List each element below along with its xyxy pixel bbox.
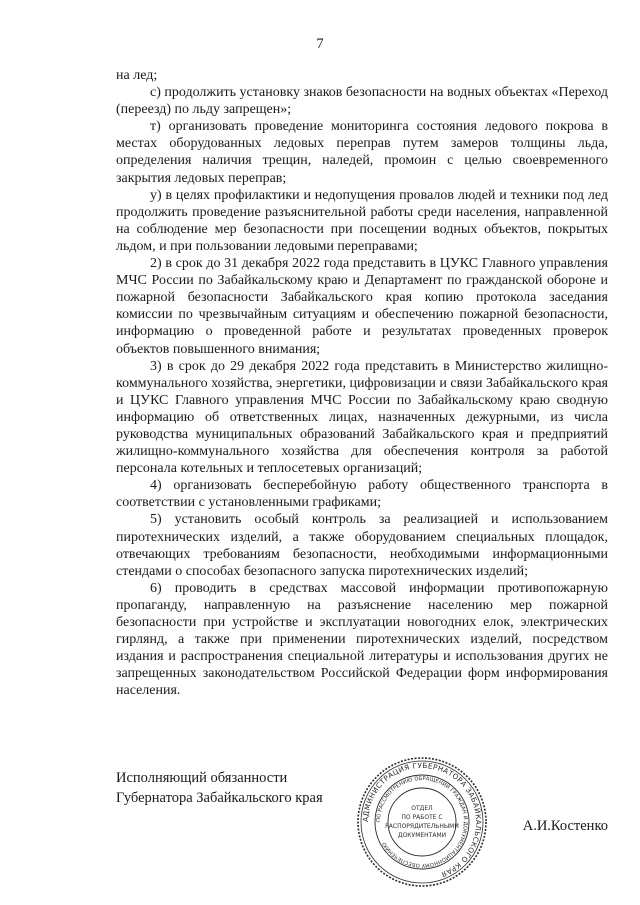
paragraph-item-4: 4) организовать бесперебойную работу общественного транспорта в соответствии с установленными графиками;	[116, 478, 608, 511]
signatory-name: А.И.Костенко	[522, 818, 608, 834]
seal-center-line-4: ДОКУМЕНТАМИ	[397, 832, 447, 839]
seal-center-text	[385, 805, 459, 839]
seal-center-line-2: ПО РАБОТЕ С	[401, 814, 443, 821]
signatory-title-line2: Губернатора Забайкальского края	[116, 790, 323, 806]
paragraph-item-2: 2) в срок до 31 декабря 2022 года представить в ЦУКС Главного управления МЧС России по Забайкальскому краю и Департамент по гражданской обороне и пожарной безопасности Забайкальского края копию протокола заседания комиссии по чрезвычайным ситуациям и обеспечению пожарной безопасности, информацию о проведенной работе и результатах проведенных проверок объектов повышенного внимания;	[116, 256, 608, 357]
signatory-title-line1: Исполняющий обязанности	[116, 770, 288, 786]
paragraph-item-t: т) организовать проведение мониторинга состояния ледового покрова в местах оборудованных ледовых переправ путем замеров толщины льда, определения наличия трещин, наледей, промоин с целью своевременного закрытия ледовых переправ;	[116, 119, 608, 186]
page-number: 7	[316, 36, 324, 52]
seal-outer-textpath: АДМИНИСТРАЦИЯ ГУБЕРНАТОРА ЗАБАЙКАЛЬСКОГО КРАЯ	[360, 760, 484, 880]
document-body	[116, 67, 608, 699]
paragraph-continuation: на лед;	[116, 68, 158, 83]
seal-inner-ring	[388, 788, 456, 856]
signatory-title	[116, 768, 323, 808]
paragraph-item-u: у) в целях профилактики и недопущения провалов людей и техники под лед продолжить проведение разъяснительной работы среди населения, направленной на соблюдение мер безопасности при посещении водных объектов, покрытых льдом, и при пользовании ледовыми переправами;	[116, 187, 608, 254]
paragraph-item-5: 5) установить особый контроль за реализацией и использованием пиротехнических изделий, а также оборудованием специальных площадок, отвечающих требованиям безопасности, необходимыми информационными стендами о способах безопасного запуска пиротехнических изделий;	[116, 512, 608, 579]
paragraph-item-s: с) продолжить установку знаков безопасности на водных объектах «Переход (переезд) по льду запрещен»;	[116, 85, 609, 118]
signature-block	[116, 760, 608, 880]
seal-inner-text	[376, 776, 468, 868]
paragraph-item-6: 6) проводить в средствах массовой информации противопожарную пропаганду, направленную на разъяснение населению мер пожарной безопасности при устройстве и эксплуатации новогодних елок, электрических гирлянд, а также при применении пиротехнических изделий, посредством издания и распространения специальной литературы и использования других не запрещенных законодательством Российской Федерации форм информирования населения.	[116, 580, 608, 699]
official-seal-stamp	[354, 754, 490, 890]
paragraph-item-3: 3) в срок до 29 декабря 2022 года представить в Министерство жилищно-коммунального хозяйства, энергетики, цифровизации и связи Забайкальского края и ЦУКС Главного управления МЧС России по Забайкальскому краю сводную информацию об ответственных лицах, назначенных дежурными, из числа руководства муниципальных образований Забайкальского края и предприятий жилищно-коммунального хозяйства для обеспечения контроля за работой персонала котельных и теплосетевых организаций;	[116, 358, 608, 477]
seal-middle-ring	[375, 775, 469, 869]
seal-center-line-1: ОТДЕЛ	[411, 805, 433, 812]
seal-center-line-3: РАСПОРЯДИТЕЛЬНЫМИ	[385, 823, 459, 830]
seal-inner-textpath: ПО РАССМОТРЕНИЮ ОБРАЩЕНИЙ ГРАЖДАН И ДОКУМЕНТАЦИОННОМУ ОБЕСПЕЧЕНИЮ	[375, 775, 469, 869]
